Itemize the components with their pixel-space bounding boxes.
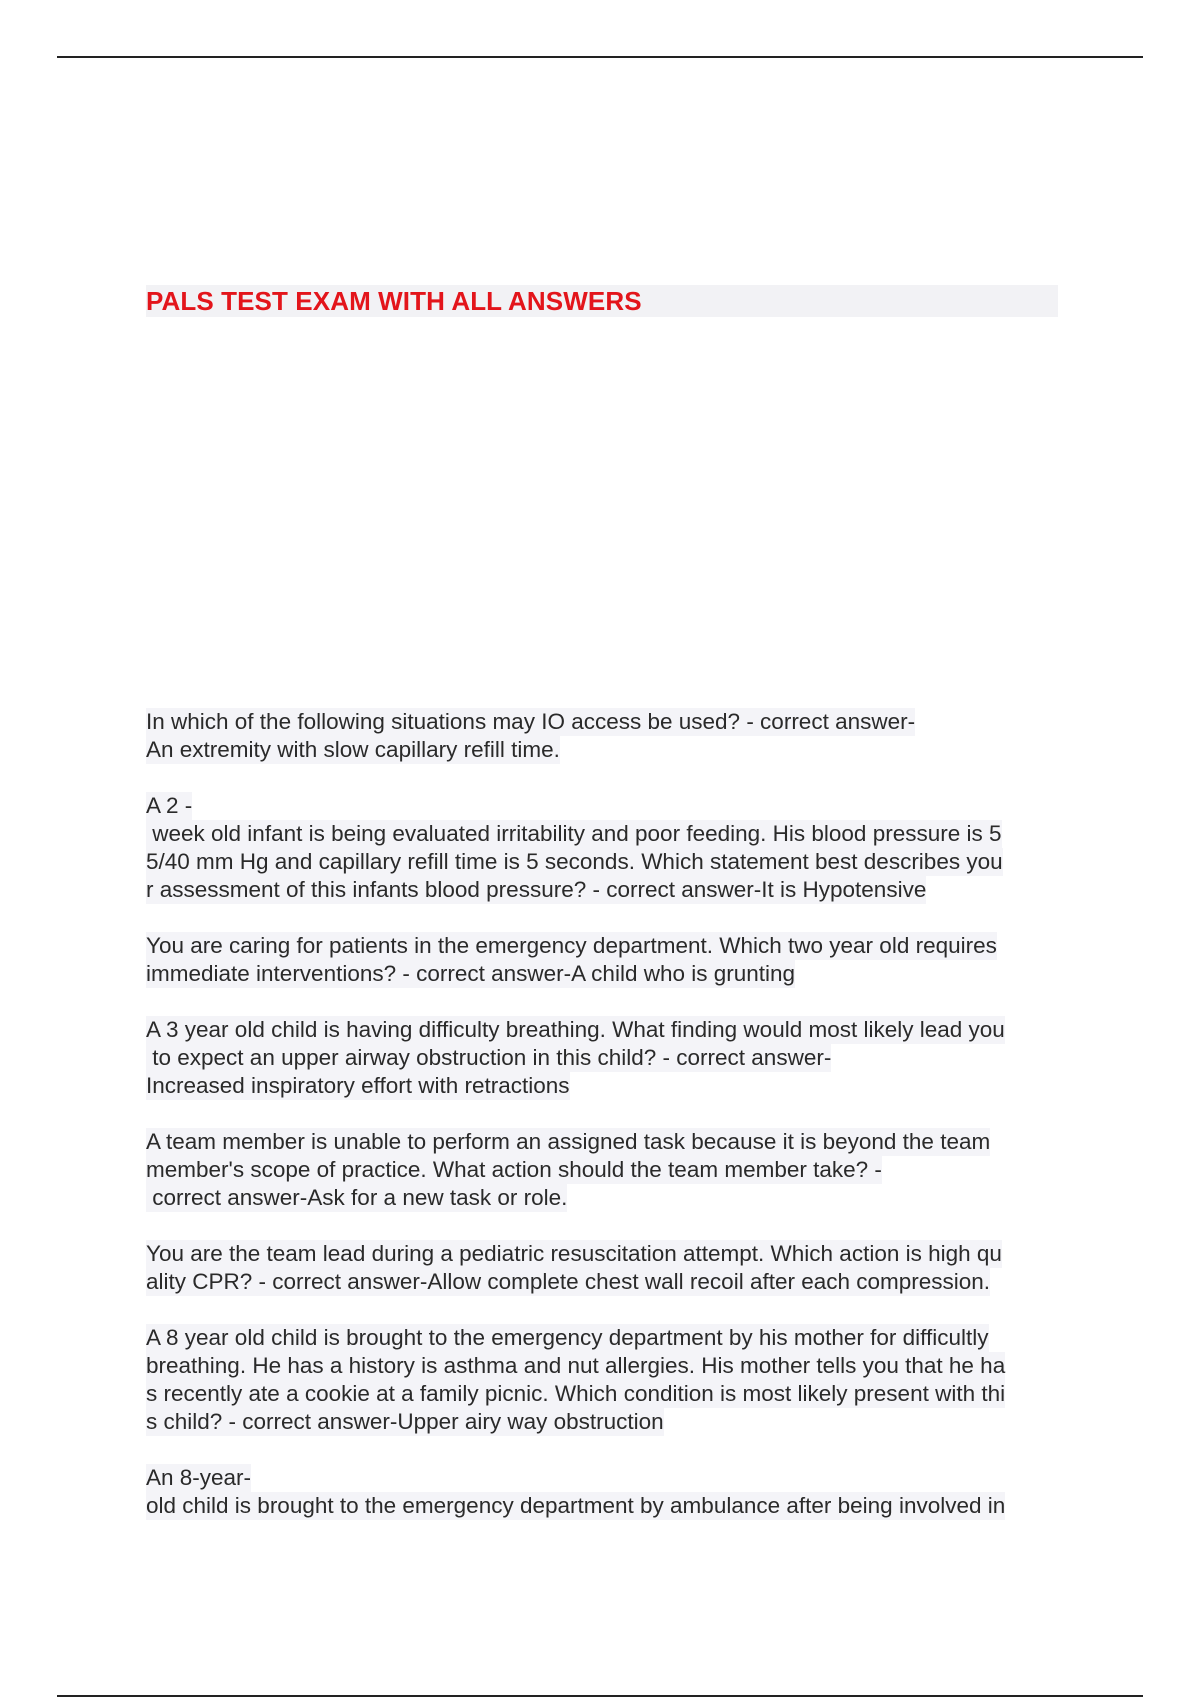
qa-line: A 8 year old child is brought to the emergency department by his mother for difficultly <box>146 1325 989 1350</box>
qa-item <box>146 792 1066 904</box>
question-answer-list <box>146 708 1066 1548</box>
qa-line: breathing. He has a history is asthma and nut allergies. His mother tells you that he ha <box>146 1353 1006 1378</box>
qa-line: correct answer-Ask for a new task or role. <box>146 1185 568 1210</box>
qa-line: Increased inspiratory effort with retractions <box>146 1073 570 1098</box>
qa-line: You are caring for patients in the emergency department. Which two year old requires <box>146 933 997 958</box>
qa-line: week old infant is being evaluated irritability and poor feeding. His blood pressure is 5 <box>146 821 1002 846</box>
qa-line: s child? - correct answer-Upper airy way obstruction <box>146 1409 664 1434</box>
qa-line: An 8-year- <box>146 1465 252 1490</box>
qa-line: member's scope of practice. What action should the team member take? - <box>146 1157 882 1182</box>
qa-item <box>146 1128 1066 1212</box>
qa-item <box>146 1016 1066 1100</box>
qa-line: to expect an upper airway obstruction in this child? - correct answer- <box>146 1045 832 1070</box>
qa-item <box>146 1240 1066 1296</box>
qa-item <box>146 1464 1066 1520</box>
qa-item <box>146 932 1066 988</box>
qa-line: ality CPR? - correct answer-Allow complete chest wall recoil after each compression. <box>146 1269 991 1294</box>
qa-line: You are the team lead during a pediatric resuscitation attempt. Which action is high qu <box>146 1241 1002 1266</box>
qa-line: old child is brought to the emergency department by ambulance after being involved in <box>146 1493 1006 1518</box>
qa-line: A team member is unable to perform an assigned task because it is beyond the team <box>146 1129 991 1154</box>
qa-item <box>146 1324 1066 1436</box>
qa-item <box>146 708 1066 764</box>
document-title: PALS TEST EXAM WITH ALL ANSWERS <box>146 286 642 316</box>
page-top-rule <box>57 56 1143 58</box>
qa-line: s recently ate a cookie at a family picnic. Which condition is most likely present with thi <box>146 1381 1006 1406</box>
qa-line: In which of the following situations may IO access be used? - correct answer- <box>146 709 916 734</box>
qa-line: An extremity with slow capillary refill time. <box>146 737 560 762</box>
qa-line: immediate interventions? - correct answer-A child who is grunting <box>146 961 796 986</box>
qa-line: A 2 - <box>146 793 193 818</box>
qa-line: r assessment of this infants blood pressure? - correct answer-It is Hypotensive <box>146 877 927 902</box>
qa-line: 5/40 mm Hg and capillary refill time is 5 seconds. Which statement best describes you <box>146 849 1003 874</box>
qa-line: A 3 year old child is having difficulty breathing. What finding would most likely lead you <box>146 1017 1005 1042</box>
page-bottom-rule <box>57 1695 1143 1697</box>
